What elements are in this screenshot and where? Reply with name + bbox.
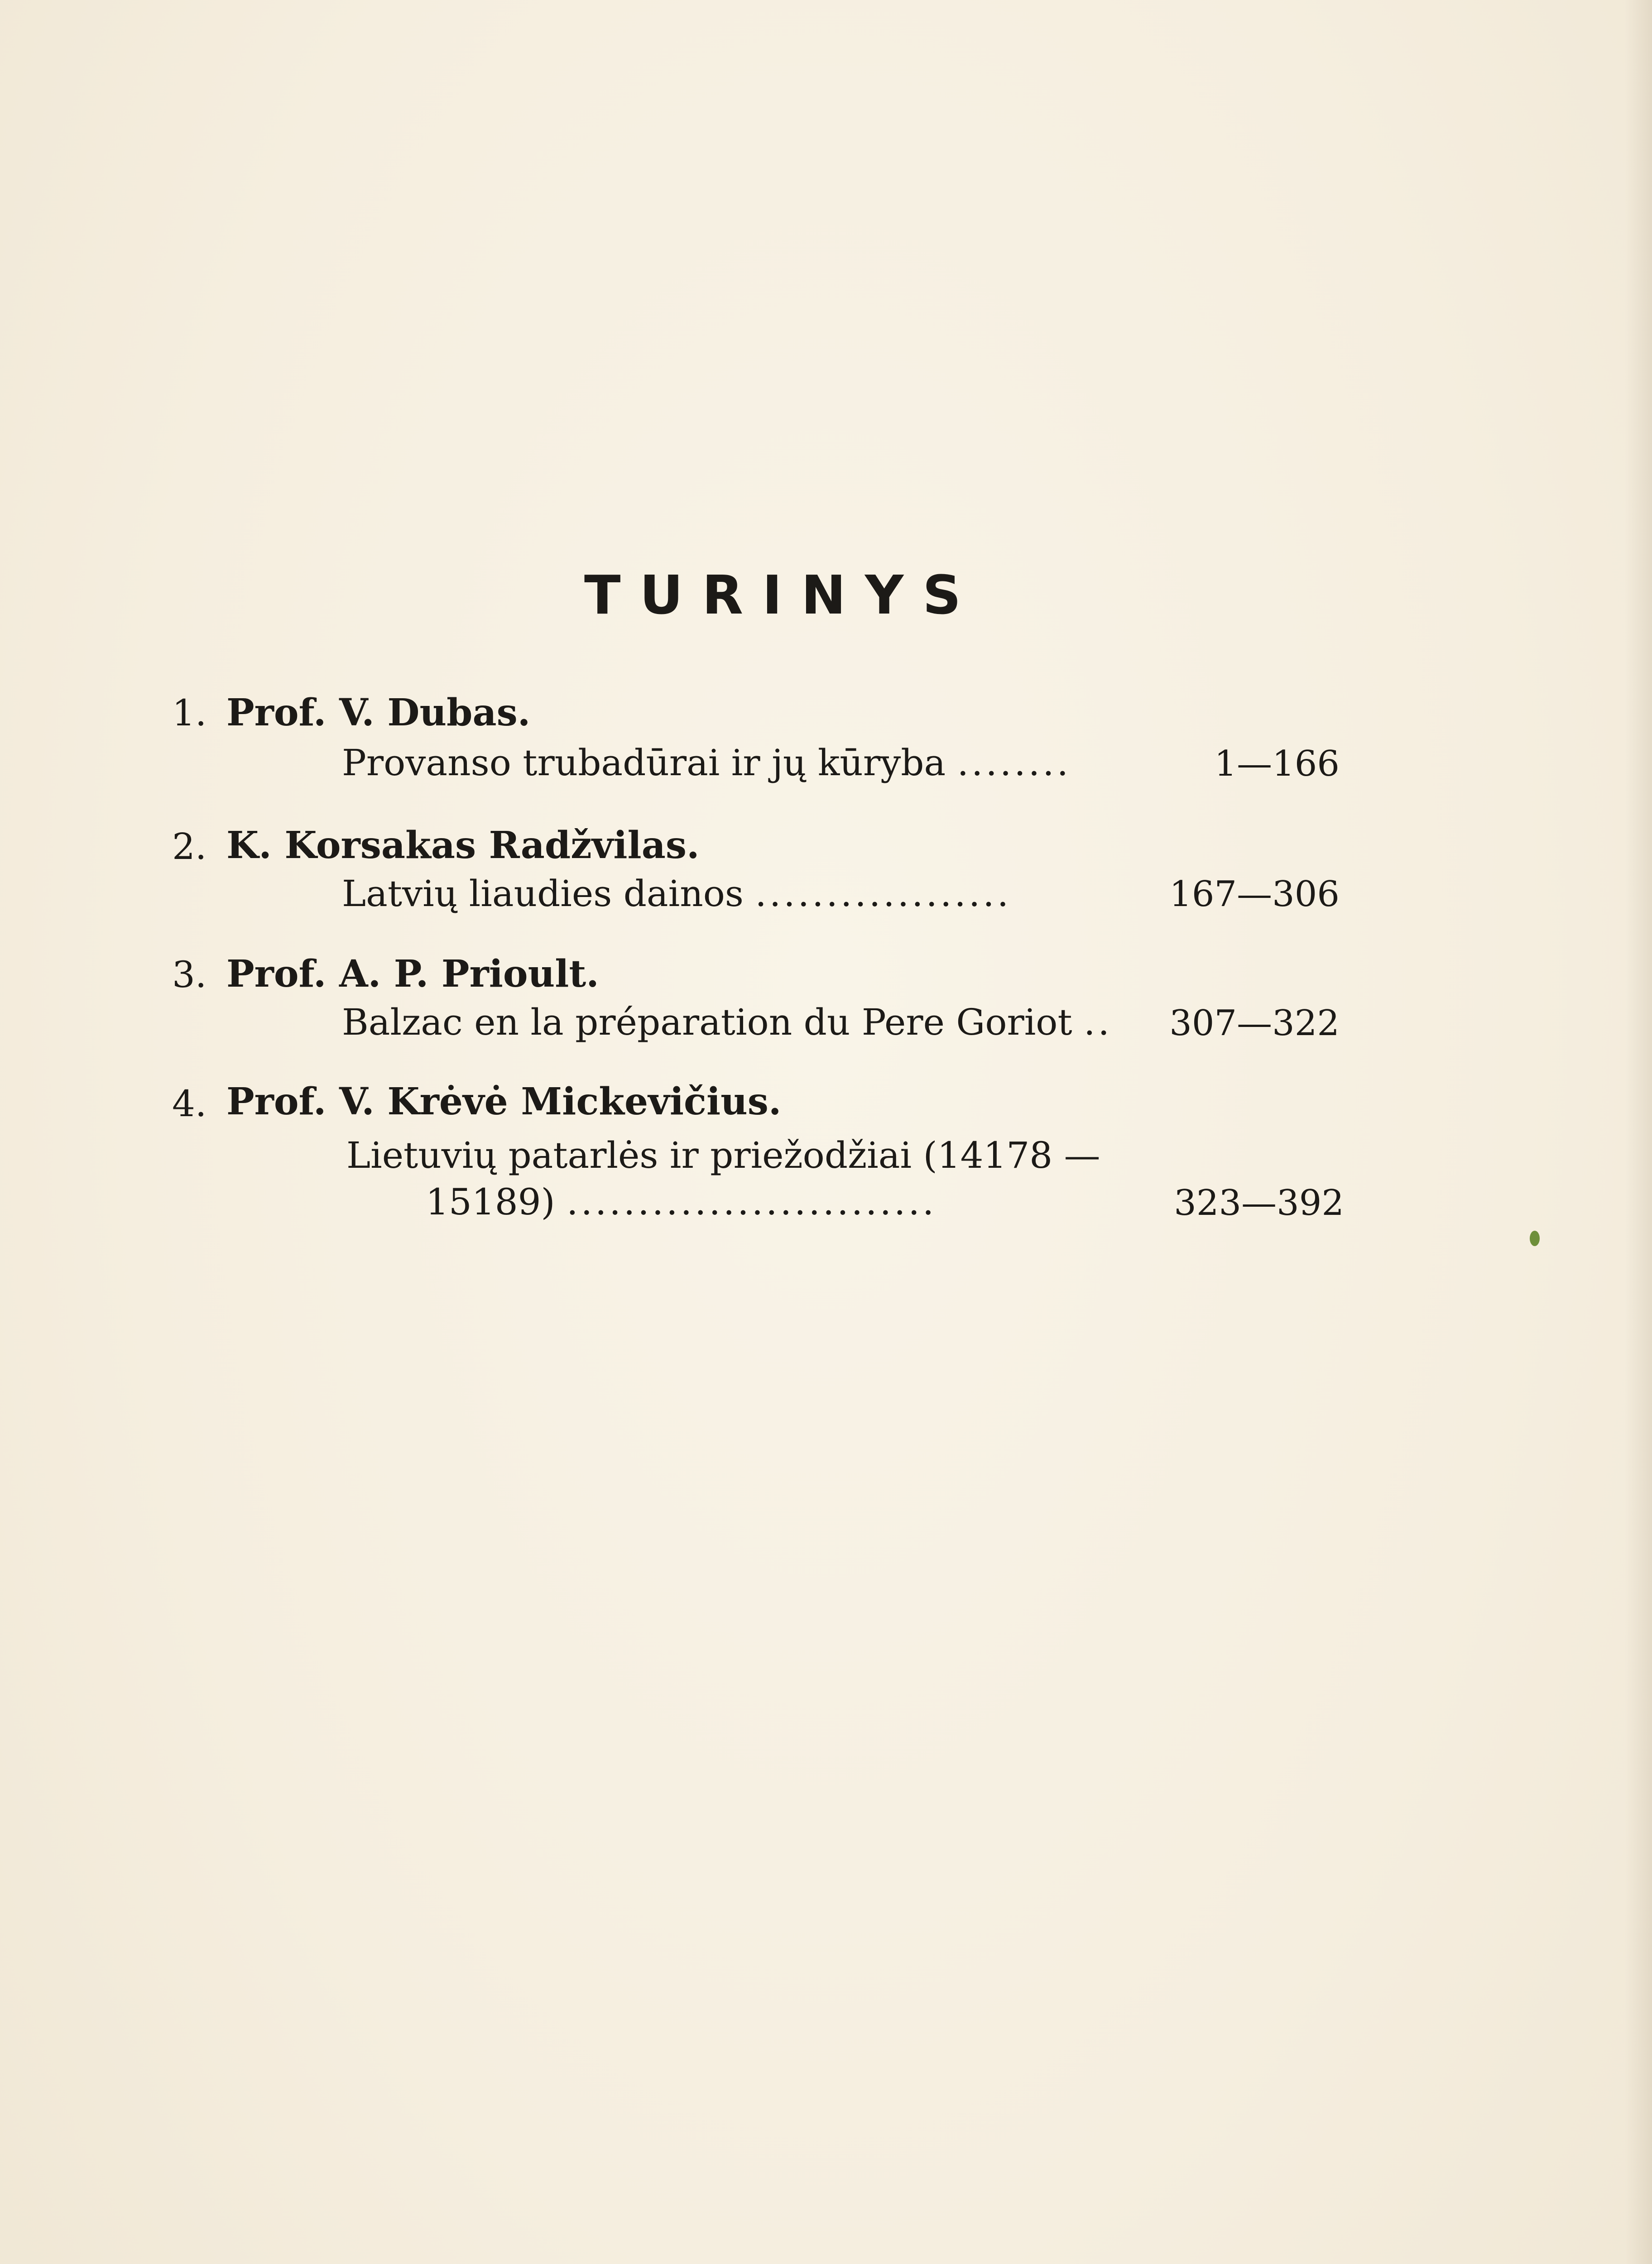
- dot-leader: ..........................: [567, 1181, 937, 1223]
- entry-title-text: Provanso trubadūrai ir jų kūryba: [342, 742, 946, 784]
- entry-number: 3.: [172, 954, 207, 996]
- entry-title: Lietuvių patarlės ir priežodžiai (14178 —: [346, 1134, 1100, 1176]
- entry-number: 1.: [172, 692, 207, 734]
- entry-author: Prof. A. P. Prioult.: [226, 952, 599, 996]
- entry-number: 4.: [172, 1083, 207, 1125]
- page-title: TURINYS: [584, 564, 980, 626]
- dot-leader: ..................: [755, 873, 1012, 915]
- entry-pages: 307—322: [1169, 1003, 1340, 1044]
- entry-title-continued: [426, 1181, 937, 1223]
- entry-author: K. Korsakas Radžvilas.: [226, 824, 700, 867]
- entry-title: [342, 873, 1012, 915]
- entry-title-text: 15189): [426, 1181, 555, 1223]
- entry-author: Prof. V. Dubas.: [226, 691, 531, 734]
- dot-leader: ..: [1084, 1001, 1112, 1043]
- entry-author: Prof. V. Krėvė Mickevičius.: [226, 1080, 782, 1123]
- dot-leader: ........: [957, 742, 1071, 784]
- entry-title-text: Balzac en la préparation du Pere Goriot: [342, 1001, 1072, 1043]
- entry-title: [342, 742, 1071, 784]
- entry-pages: 1—166: [1214, 743, 1340, 784]
- entry-title-text: Latvių liaudies dainos: [342, 873, 744, 915]
- entry-pages: 167—306: [1169, 874, 1340, 915]
- paper-speck: [1530, 1231, 1540, 1246]
- page-edge-shadow: [1625, 0, 1652, 2264]
- entry-pages: 323—392: [1174, 1183, 1344, 1223]
- entry-title: [342, 1001, 1112, 1043]
- entry-number: 2.: [172, 825, 207, 868]
